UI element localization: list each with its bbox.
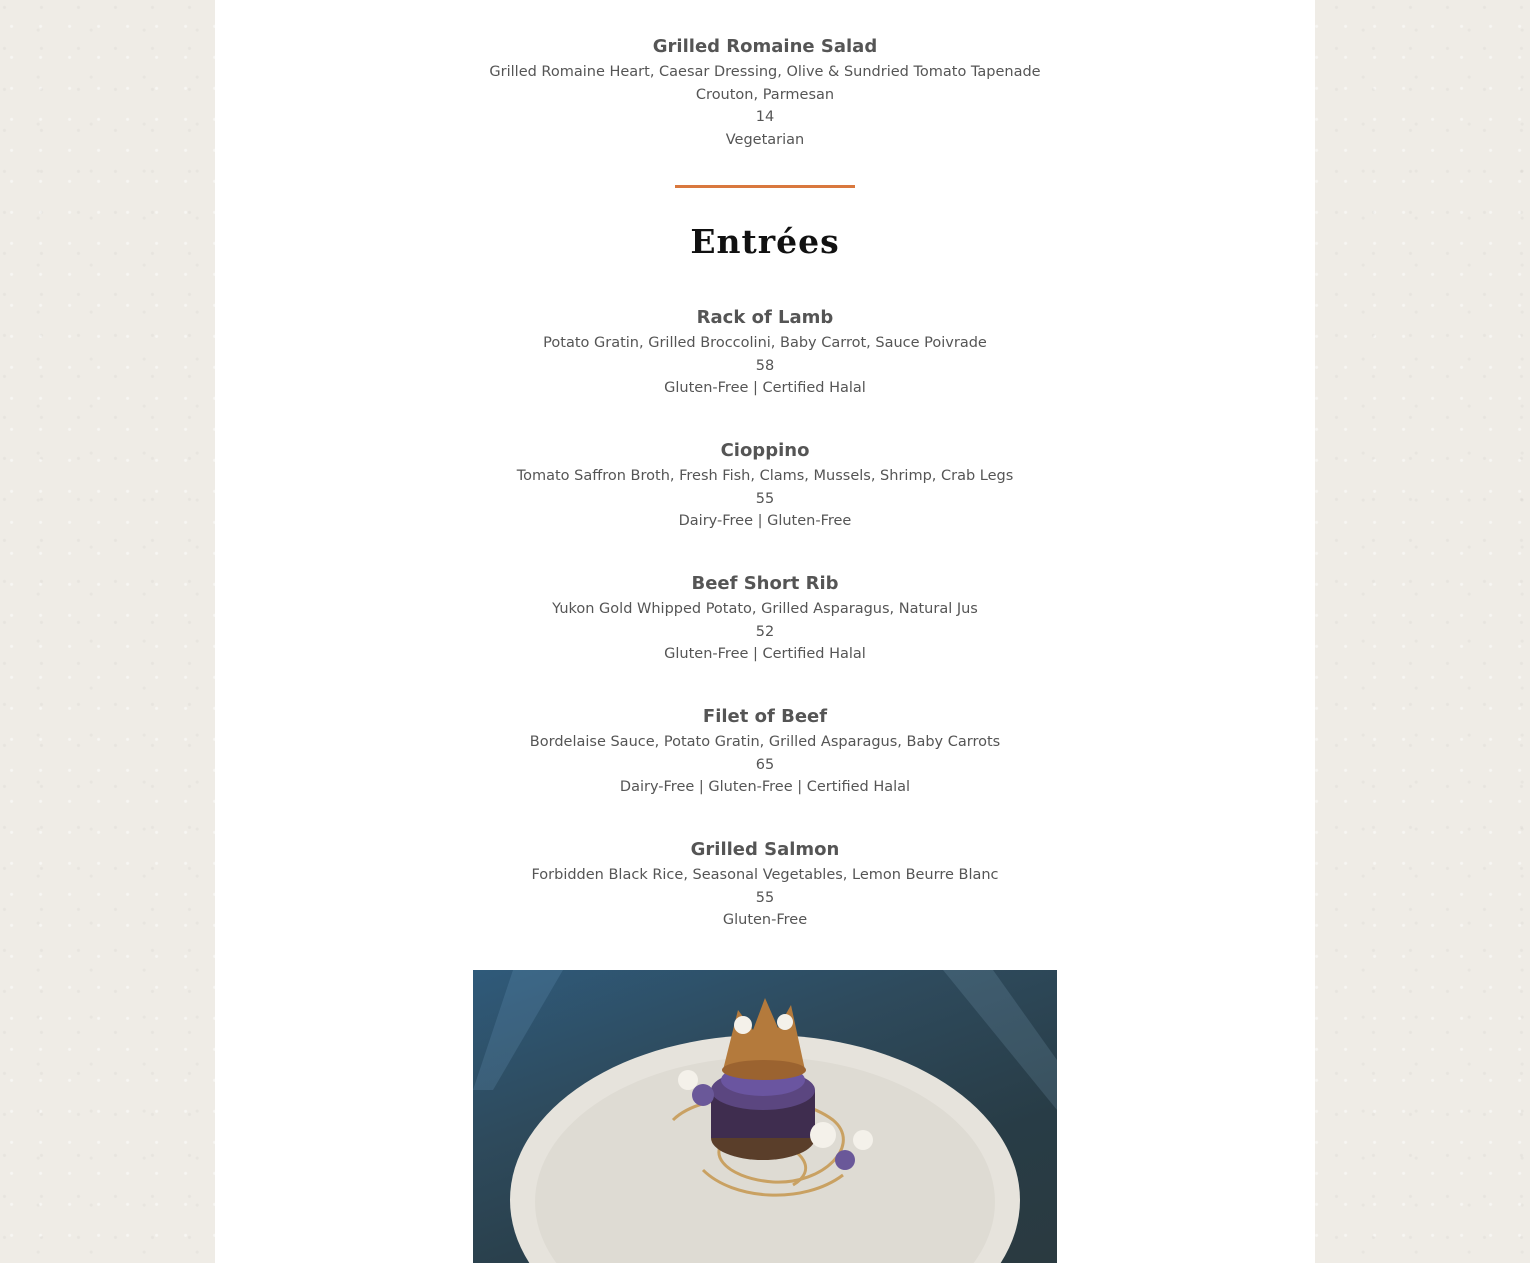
menu-item-name: Rack of Lamb bbox=[696, 307, 834, 328]
menu-page bbox=[215, 0, 1315, 1263]
menu-item-name: Cioppino bbox=[720, 440, 810, 461]
menu-item-name: Grilled Salmon bbox=[690, 839, 840, 860]
menu-item bbox=[215, 839, 1315, 972]
menu-item-description-line: Crouton, Parmesan bbox=[695, 86, 835, 103]
menu-item-description: Tomato Saffron Broth, Fresh Fish, Clams, Mussels, Shrimp, Crab Legs bbox=[516, 468, 1014, 484]
menu-item-name: Beef Short Rib bbox=[691, 573, 839, 594]
menu-item bbox=[215, 706, 1315, 839]
menu-item-price: 65 bbox=[755, 756, 775, 773]
menu-item-price: 58 bbox=[755, 357, 775, 374]
entrees-list bbox=[215, 307, 1315, 972]
menu-item-tags: Gluten-Free | Certified Halal bbox=[664, 380, 866, 396]
menu-item-tags: Gluten-Free bbox=[722, 912, 808, 928]
menu-item bbox=[215, 573, 1315, 706]
menu-item-tags: Gluten-Free | Certified Halal bbox=[664, 646, 866, 662]
menu-item-description: Forbidden Black Rice, Seasonal Vegetables, Lemon Beurre Blanc bbox=[531, 867, 999, 883]
menu-item-description: Yukon Gold Whipped Potato, Grilled Asparagus, Natural Jus bbox=[552, 601, 978, 617]
menu-item-tags: Vegetarian bbox=[725, 131, 805, 148]
menu-item-grilled-romaine-salad bbox=[215, 36, 1315, 151]
menu-item-price: 52 bbox=[755, 623, 775, 640]
menu-item-description: Potato Gratin, Grilled Broccolini, Baby Carrot, Sauce Poivrade bbox=[543, 335, 987, 351]
menu-item bbox=[215, 440, 1315, 573]
section-divider bbox=[675, 185, 855, 188]
menu-item-description: Bordelaise Sauce, Potato Gratin, Grilled Asparagus, Baby Carrots bbox=[529, 734, 1001, 750]
menu-item-price: 55 bbox=[755, 889, 775, 906]
dessert-photo bbox=[473, 970, 1057, 1263]
menu-item-tags: Dairy-Free | Gluten-Free | Certified Halal bbox=[619, 779, 911, 795]
menu-item-description-line: Grilled Romaine Heart, Caesar Dressing, Olive & Sundried Tomato Tapenade bbox=[489, 64, 1041, 80]
menu-item-name: Filet of Beef bbox=[702, 706, 828, 727]
menu-item-price: 14 bbox=[755, 109, 775, 125]
menu-item-price: 55 bbox=[755, 490, 775, 507]
menu-item-name: Grilled Romaine Salad bbox=[652, 36, 878, 57]
menu-item-tags: Dairy-Free | Gluten-Free bbox=[678, 513, 852, 529]
dessert-photo-illustration bbox=[473, 970, 1057, 1263]
menu-item bbox=[215, 307, 1315, 440]
section-title-entrees: Entrées bbox=[690, 222, 840, 261]
